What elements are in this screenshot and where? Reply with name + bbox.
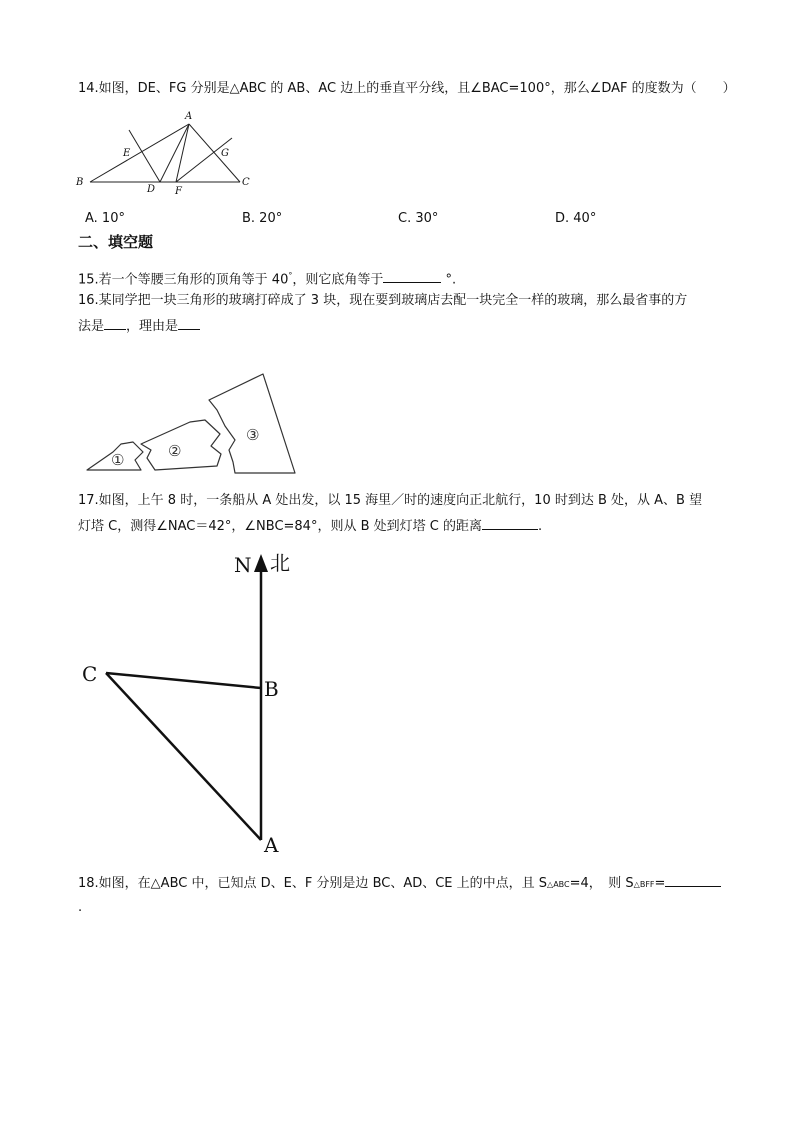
piece-1-label: ① (111, 451, 125, 469)
q18-blank[interactable] (665, 874, 721, 887)
label-B: B (76, 177, 84, 188)
q14-option-b: B. 20° (242, 211, 283, 226)
q17-blank[interactable] (482, 517, 538, 530)
q17-line2: 灯塔 C，测得∠NAC＝42°，∠NBC=84°，则从 B 处到灯塔 C 的距离 . (78, 519, 543, 534)
section-title: 二、填空题 (78, 233, 154, 251)
label-F: F (175, 186, 182, 197)
north-arrow-icon (254, 554, 268, 572)
label-north: 北 (270, 551, 290, 575)
q14-triangle-figure (72, 108, 272, 198)
q16-blank-reason[interactable] (178, 317, 200, 330)
q15-blank[interactable] (383, 270, 441, 283)
q15-text: 15.若一个等腰三角形的顶角等于 40°，则它底角等于 °. (78, 271, 457, 288)
q14-text: 14.如图，DE、FG 分别是△ABC 的 AB、AC 边上的垂直平分线，且∠BAC=100°，那么∠DAF 的度数为（ ） (78, 81, 736, 96)
label-B: B (264, 677, 279, 701)
label-N: N (234, 553, 252, 577)
piece-3-label: ③ (246, 426, 260, 444)
q16-line2: 法是 ，理由是 (78, 317, 200, 336)
q18-line2: . (78, 900, 83, 915)
label-E: E (123, 148, 131, 159)
label-A: A (185, 111, 193, 122)
q17-bearing-figure (70, 548, 310, 868)
q14-option-d: D. 40° (555, 211, 597, 226)
q18-text: 18.如图，在△ABC 中，已知点 D、E、F 分别是边 BC、AD、CE 上的中点，且 S△ABC=4， 则 S△BFF= (78, 874, 721, 894)
label-G: G (221, 148, 229, 159)
label-C: C (242, 177, 250, 188)
q16-line1: 16.某同学把一块三角形的玻璃打碎成了 3 块，现在要到玻璃店去配一块完全一样的玻璃，那么最省事的方 (78, 293, 688, 308)
q17-line1: 17.如图，上午 8 时，一条船从 A 处出发，以 15 海里／时的速度向正北航行，10 时到达 B 处，从 A、B 望 (78, 493, 703, 508)
label-A: A (264, 833, 279, 857)
q16-blank-method[interactable] (104, 317, 126, 330)
piece-2-label: ② (168, 442, 182, 460)
label-D: D (147, 184, 156, 195)
q14-option-a: A. 10° (85, 211, 125, 226)
q14-option-c: C. 30° (398, 211, 439, 226)
q16-glass-pieces-figure (85, 370, 300, 480)
label-C: C (82, 662, 98, 686)
